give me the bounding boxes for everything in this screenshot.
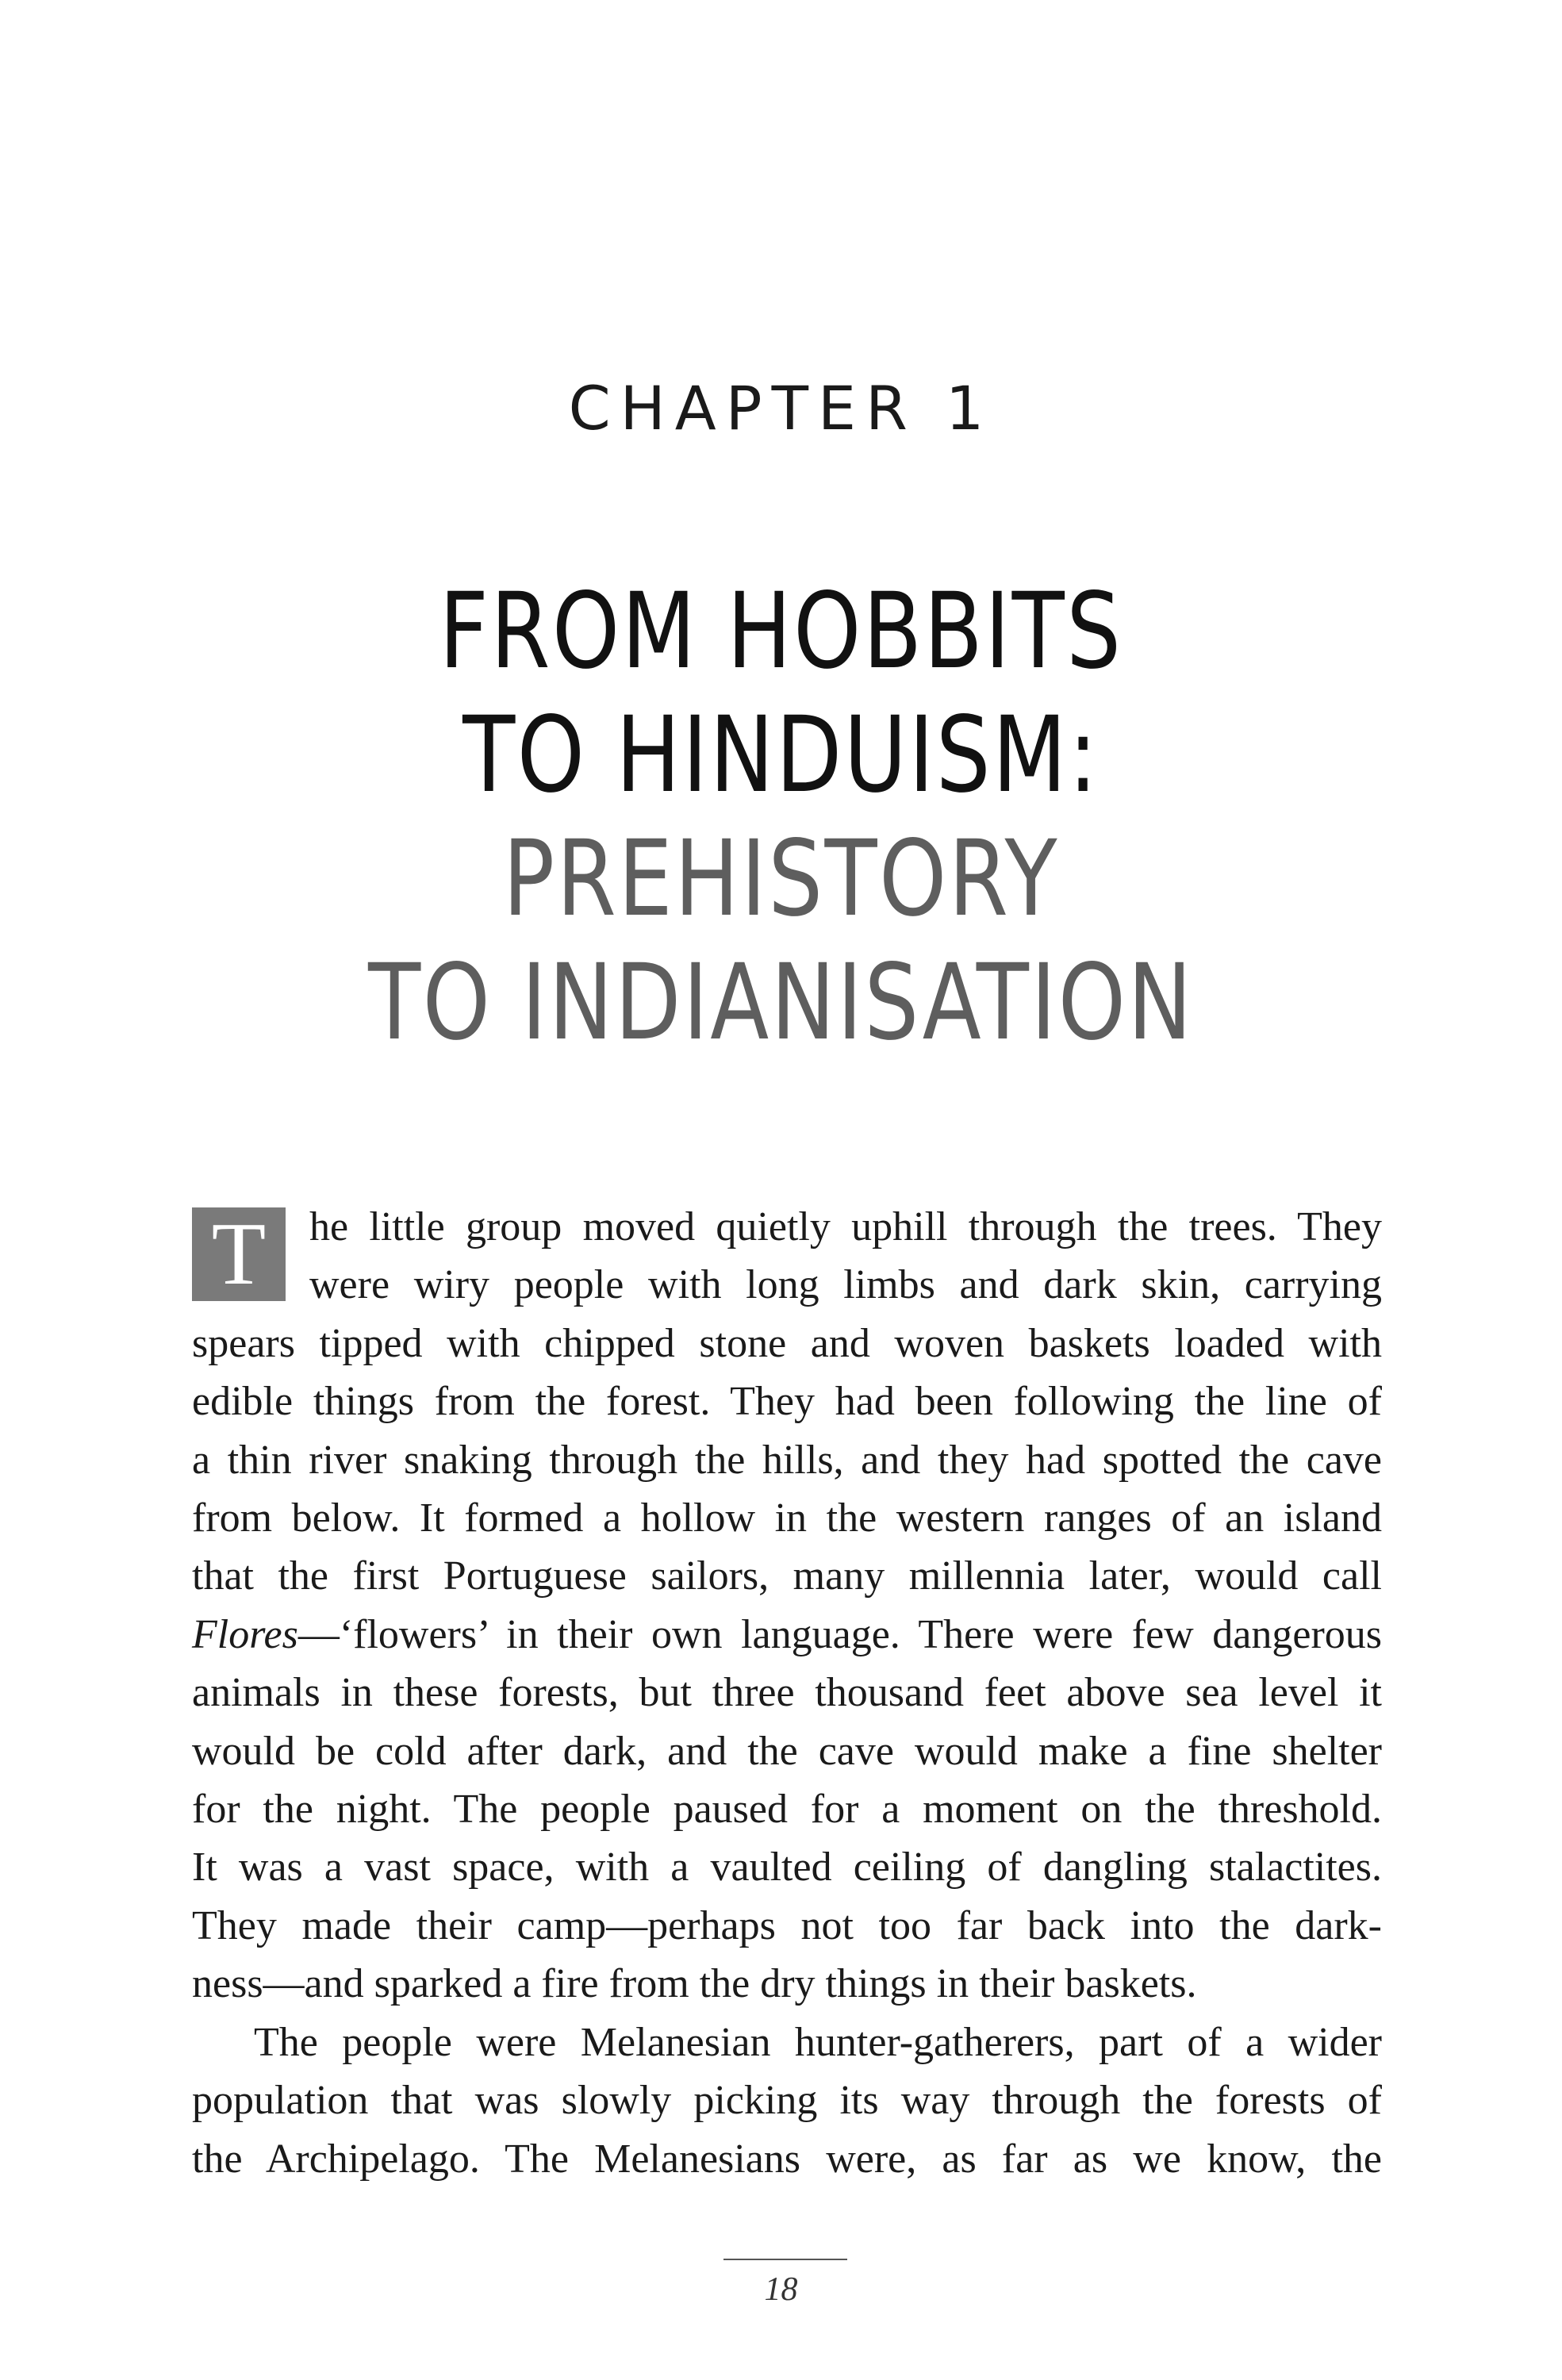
title-line-3: PREHISTORY xyxy=(502,818,1060,940)
title-line-1: FROM HOBBITS xyxy=(439,570,1123,693)
title-line-4: TO INDIANISATION xyxy=(368,942,1194,1064)
footer-rule xyxy=(723,2259,847,2260)
body-line: would be cold after dark, and the cave would make a fine shelter xyxy=(192,1728,1382,1774)
body-line: The people were Melanesian hunter-gatherers, part of a wider xyxy=(254,2019,1382,2065)
body-line: that the first Portuguese sailors, many millennia later, would call xyxy=(192,1553,1382,1599)
body-line: were wiry people with long limbs and dark skin, carrying xyxy=(309,1262,1382,1308)
body-line: he little group moved quietly uphill through the trees. They xyxy=(309,1204,1382,1250)
drop-cap-letter: T xyxy=(211,1205,267,1303)
body-line: population that was slowly picking its way through the forests of xyxy=(192,2078,1382,2124)
page-number: 18 xyxy=(764,2271,798,2308)
body-line: edible things from the forest. They had been following the line of xyxy=(192,1379,1382,1425)
body-text xyxy=(192,1198,1382,2188)
body-line: a thin river snaking through the hills, and they had spotted the cave xyxy=(192,1437,1382,1483)
body-line: ness—and sparked a fire from the dry things in their baskets. xyxy=(192,1961,1197,2007)
body-line: the Archipelago. The Melanesians were, as far as we know, the xyxy=(192,2136,1382,2182)
body-line: They made their camp—perhaps not too far back into the dark- xyxy=(192,1902,1382,1948)
body-line: from below. It formed a hollow in the western ranges of an island xyxy=(192,1495,1382,1541)
chapter-label: CHAPTER 1 xyxy=(568,373,994,443)
italic-word: Flores xyxy=(192,1611,298,1657)
body-line: for the night. The people paused for a moment on the threshold. xyxy=(192,1787,1382,1833)
body-line: spears tipped with chipped stone and woven baskets loaded with xyxy=(192,1320,1382,1366)
body-line: It was a vast space, with a vaulted ceiling of dangling stalactites. xyxy=(192,1844,1382,1891)
chapter-title xyxy=(140,570,1422,1065)
title-line-2: TO HINDUISM: xyxy=(462,694,1100,816)
body-line-rest: —‘flowers’ in their own language. There were few dangerous xyxy=(297,1611,1382,1657)
body-line-with-italic xyxy=(192,1606,1382,1664)
body-line: animals in these forests, but three thousand feet above sea level it xyxy=(192,1670,1382,1716)
